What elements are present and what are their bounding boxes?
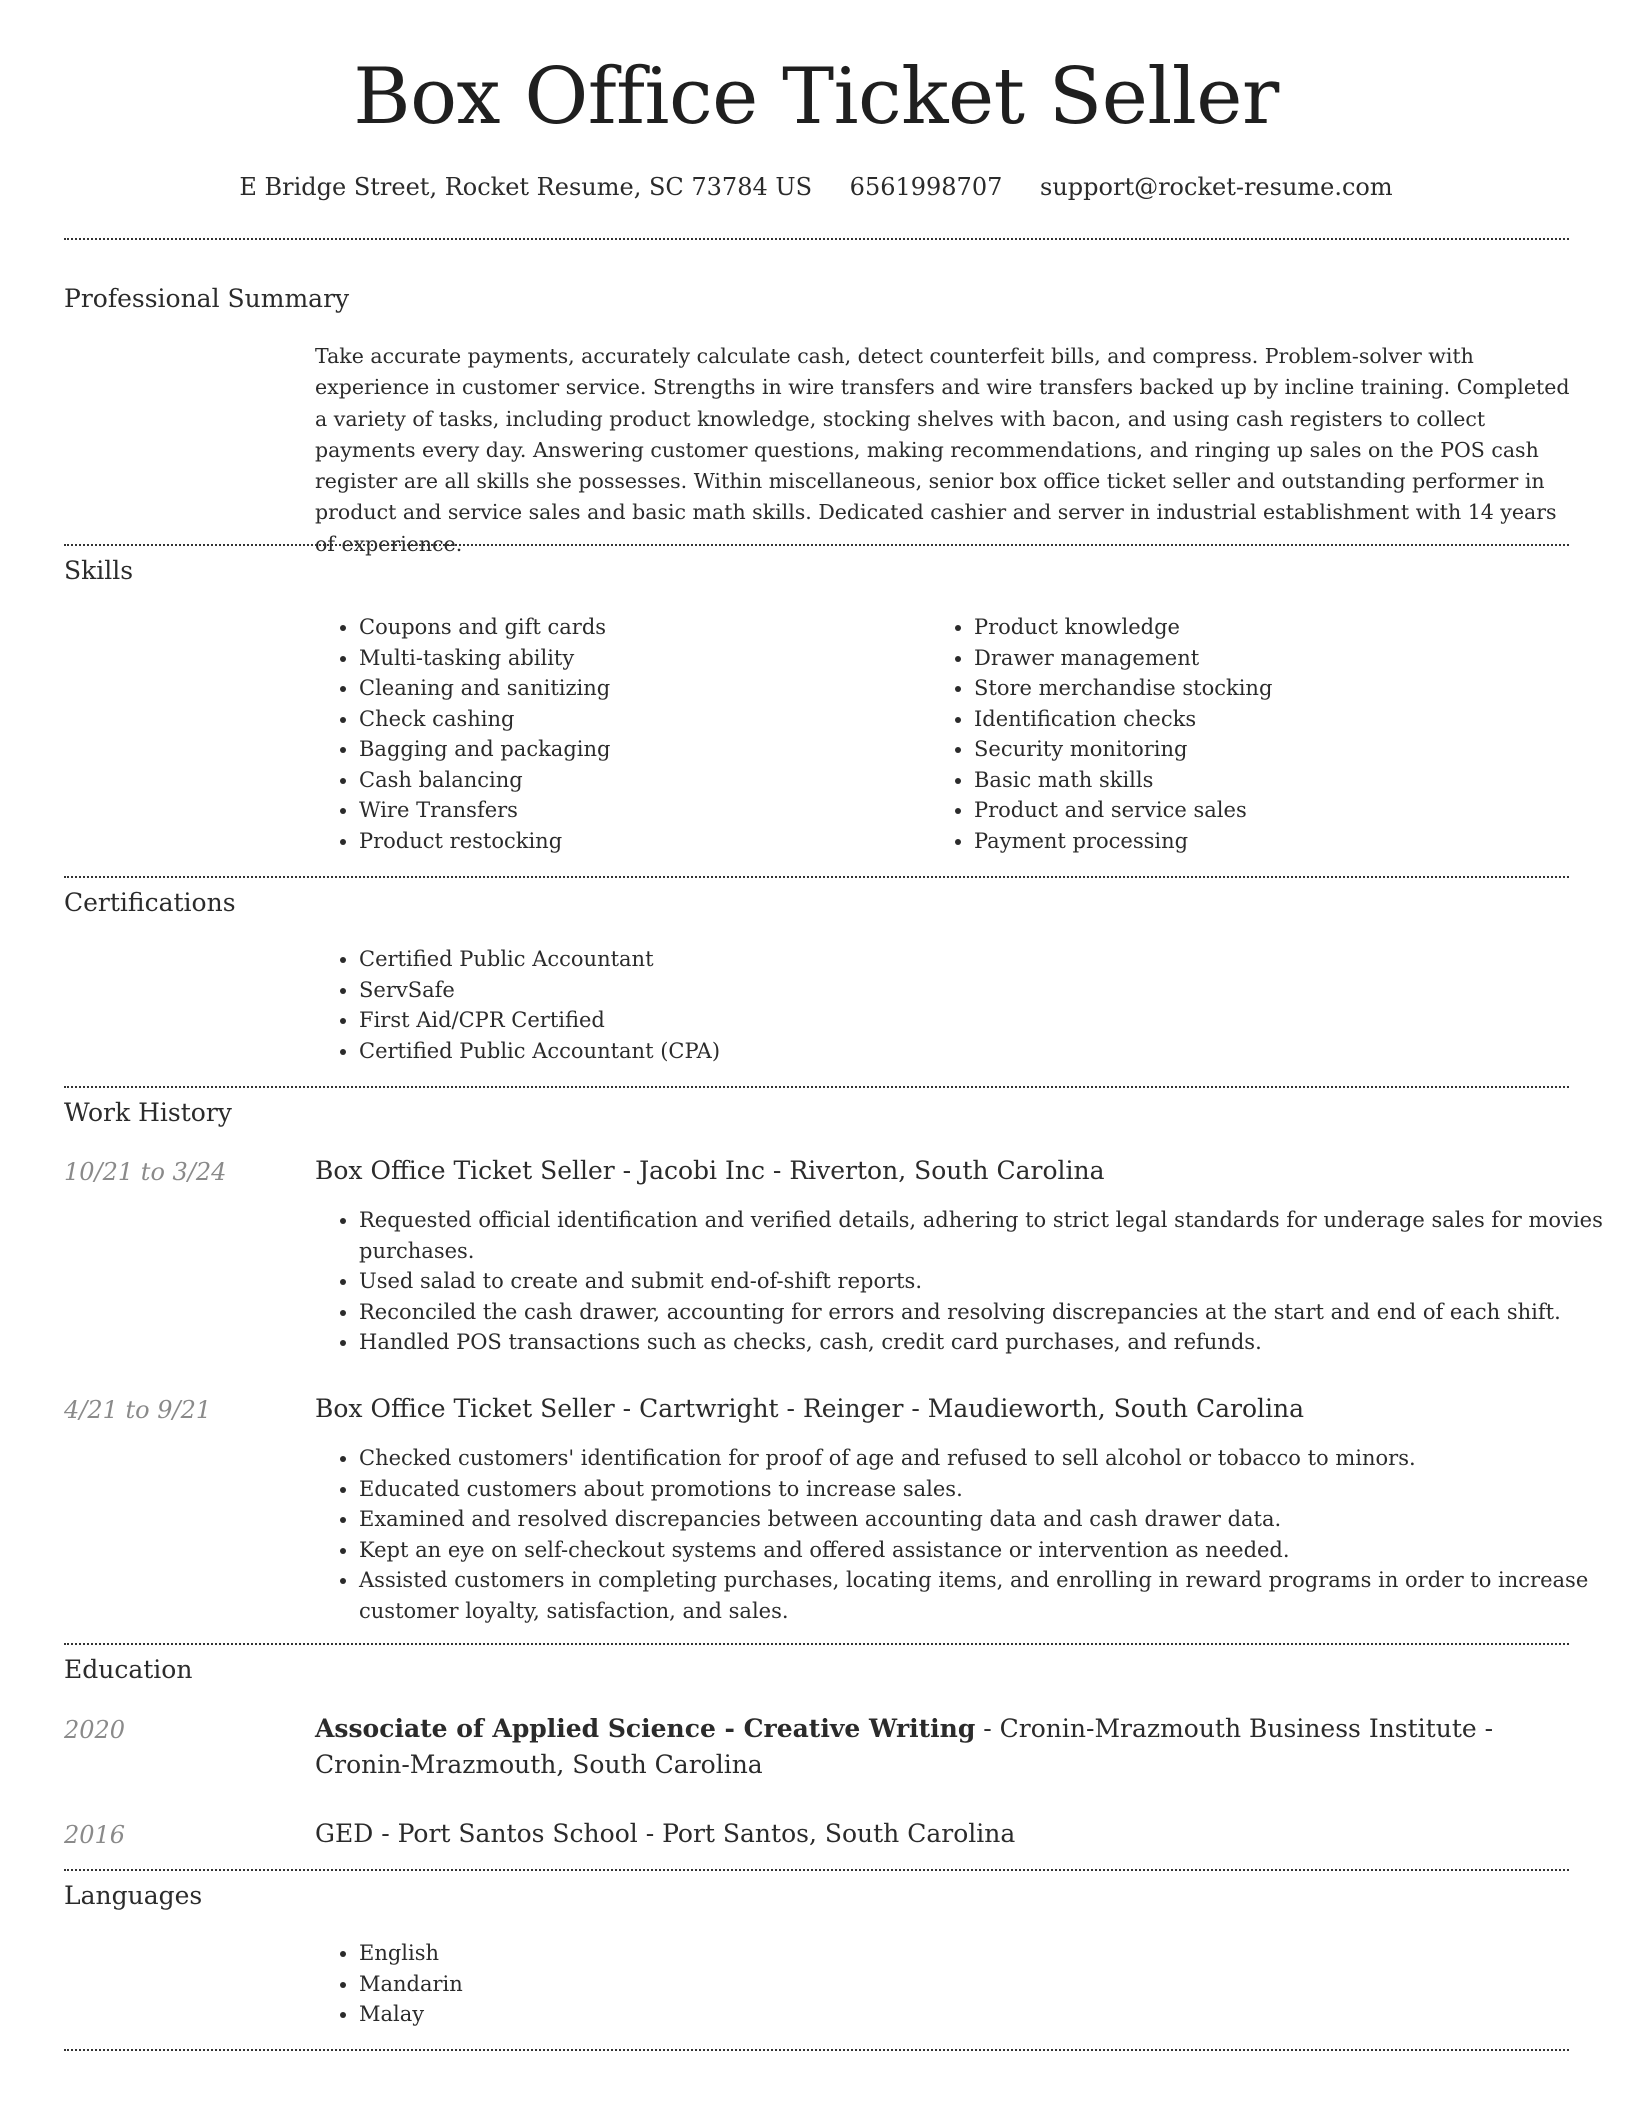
section-divider xyxy=(64,876,1569,878)
job-heading: Box Office Ticket Seller - Cartwright - Reinger - Maudieworth, South Carolina xyxy=(315,1394,1304,1423)
list-item: • Check cashing xyxy=(359,704,919,735)
list-item: • Multi-tasking ability xyxy=(359,643,919,674)
list-item: • First Aid/CPR Certified xyxy=(359,1005,1559,1036)
list-item: • Coupons and gift cards xyxy=(359,612,919,643)
education-degree: GED xyxy=(315,1819,374,1848)
skills-list-left xyxy=(315,612,919,856)
list-item: • Store merchandise stocking xyxy=(974,673,1574,704)
list-item: • Kept an eye on self-checkout systems and offered assistance or intervention as needed. xyxy=(359,1535,1614,1566)
job-bullets xyxy=(315,1443,1614,1626)
languages-heading: Languages xyxy=(64,1881,203,1910)
education-entry xyxy=(315,1711,1515,1783)
education-entry xyxy=(315,1816,1515,1852)
section-divider xyxy=(64,2049,1569,2051)
list-item: • Identification checks xyxy=(974,704,1574,735)
list-item: • Mandarin xyxy=(359,1969,959,2000)
skills-list-right xyxy=(930,612,1574,856)
list-item: • Cleaning and sanitizing xyxy=(359,673,919,704)
certifications-heading: Certifications xyxy=(64,888,236,917)
skills-heading: Skills xyxy=(64,556,134,585)
certifications-list xyxy=(315,944,1559,1066)
list-item: • Certified Public Accountant (CPA) xyxy=(359,1036,1559,1067)
job-dates: 10/21 to 3/24 xyxy=(64,1158,227,1186)
candidate-name: Box Office Ticket Seller xyxy=(353,52,1279,142)
section-divider xyxy=(64,238,1569,240)
contact-line xyxy=(0,170,1632,204)
list-item: • Examined and resolved discrepancies between accounting data and cash drawer data. xyxy=(359,1504,1614,1535)
section-divider xyxy=(64,1869,1569,1871)
list-item: • Handled POS transactions such as checks, cash, credit card purchases, and refunds. xyxy=(359,1327,1614,1358)
contact-email: support@rocket-resume.com xyxy=(1040,173,1393,201)
list-item: • Wire Transfers xyxy=(359,795,919,826)
list-item: • Cash balancing xyxy=(359,765,919,796)
list-item: • Malay xyxy=(359,1999,959,2030)
education-heading: Education xyxy=(64,1655,193,1684)
summary-heading: Professional Summary xyxy=(64,284,350,313)
list-item: • Product restocking xyxy=(359,826,919,857)
list-item: • Certified Public Accountant xyxy=(359,944,1559,975)
list-item: • Used salad to create and submit end-of-shift reports. xyxy=(359,1266,1614,1297)
education-degree: Associate of Applied Science - Creative Writing xyxy=(315,1714,976,1743)
list-item: • Security monitoring xyxy=(974,734,1574,765)
job-dates: 4/21 to 9/21 xyxy=(64,1396,212,1424)
languages-list xyxy=(315,1938,959,2030)
contact-address: E Bridge Street, Rocket Resume, SC 73784 US xyxy=(239,173,813,201)
list-item: • English xyxy=(359,1938,959,1969)
list-item: • Payment processing xyxy=(974,826,1574,857)
list-item: • Product knowledge xyxy=(974,612,1574,643)
job-heading: Box Office Ticket Seller - Jacobi Inc - Riverton, South Carolina xyxy=(315,1156,1105,1185)
list-item: • Basic math skills xyxy=(974,765,1574,796)
work-history-heading: Work History xyxy=(64,1098,232,1127)
list-item: • Bagging and packaging xyxy=(359,734,919,765)
contact-phone: 6561998707 xyxy=(849,173,1003,201)
list-item: • Requested official identification and verified details, adhering to strict legal standards for underage sales for movies purchases. xyxy=(359,1205,1614,1266)
section-divider xyxy=(64,1643,1569,1645)
education-year: 2016 xyxy=(64,1821,126,1849)
job-bullets xyxy=(315,1205,1614,1358)
education-school: - Cronin-Mrazmouth Business Institute - Cronin-Mrazmouth, South Carolina xyxy=(315,1714,1494,1779)
education-year: 2020 xyxy=(64,1716,126,1744)
list-item: • Assisted customers in completing purchases, locating items, and enrolling in reward programs in order to increase customer loyalty, satisfaction, and sales. xyxy=(359,1565,1614,1626)
list-item: • Checked customers' identification for proof of age and refused to sell alcohol or tobacco to minors. xyxy=(359,1443,1614,1474)
list-item: • ServSafe xyxy=(359,975,1559,1006)
list-item: • Product and service sales xyxy=(974,795,1574,826)
section-divider xyxy=(64,1086,1569,1088)
list-item: • Drawer management xyxy=(974,643,1574,674)
section-divider xyxy=(64,544,1569,546)
list-item: • Reconciled the cash drawer, accounting for errors and resolving discrepancies at the start and end of each shift. xyxy=(359,1297,1614,1328)
list-item: • Educated customers about promotions to increase sales. xyxy=(359,1474,1614,1505)
summary-text: Take accurate payments, accurately calculate cash, detect counterfeit bills, and compress. Problem-solver with experience in customer service. Strengths in wire transfers and wire transfers backed up by incline training. Completed a variety of tasks, including product knowledge, stocking shelves with bacon, and using cash registers to collect payments every day. Answering customer questions, making recommendations, and ringing up sales on the POS cash register are all skills she possesses. Within miscellaneous, senior box office ticket seller and outstanding performer in product and service sales and basic math skills. Dedicated cashier and server in industrial establishment with 14 years of experience. xyxy=(315,344,1570,556)
education-school: - Port Santos School - Port Santos, South Carolina xyxy=(373,1819,1016,1848)
